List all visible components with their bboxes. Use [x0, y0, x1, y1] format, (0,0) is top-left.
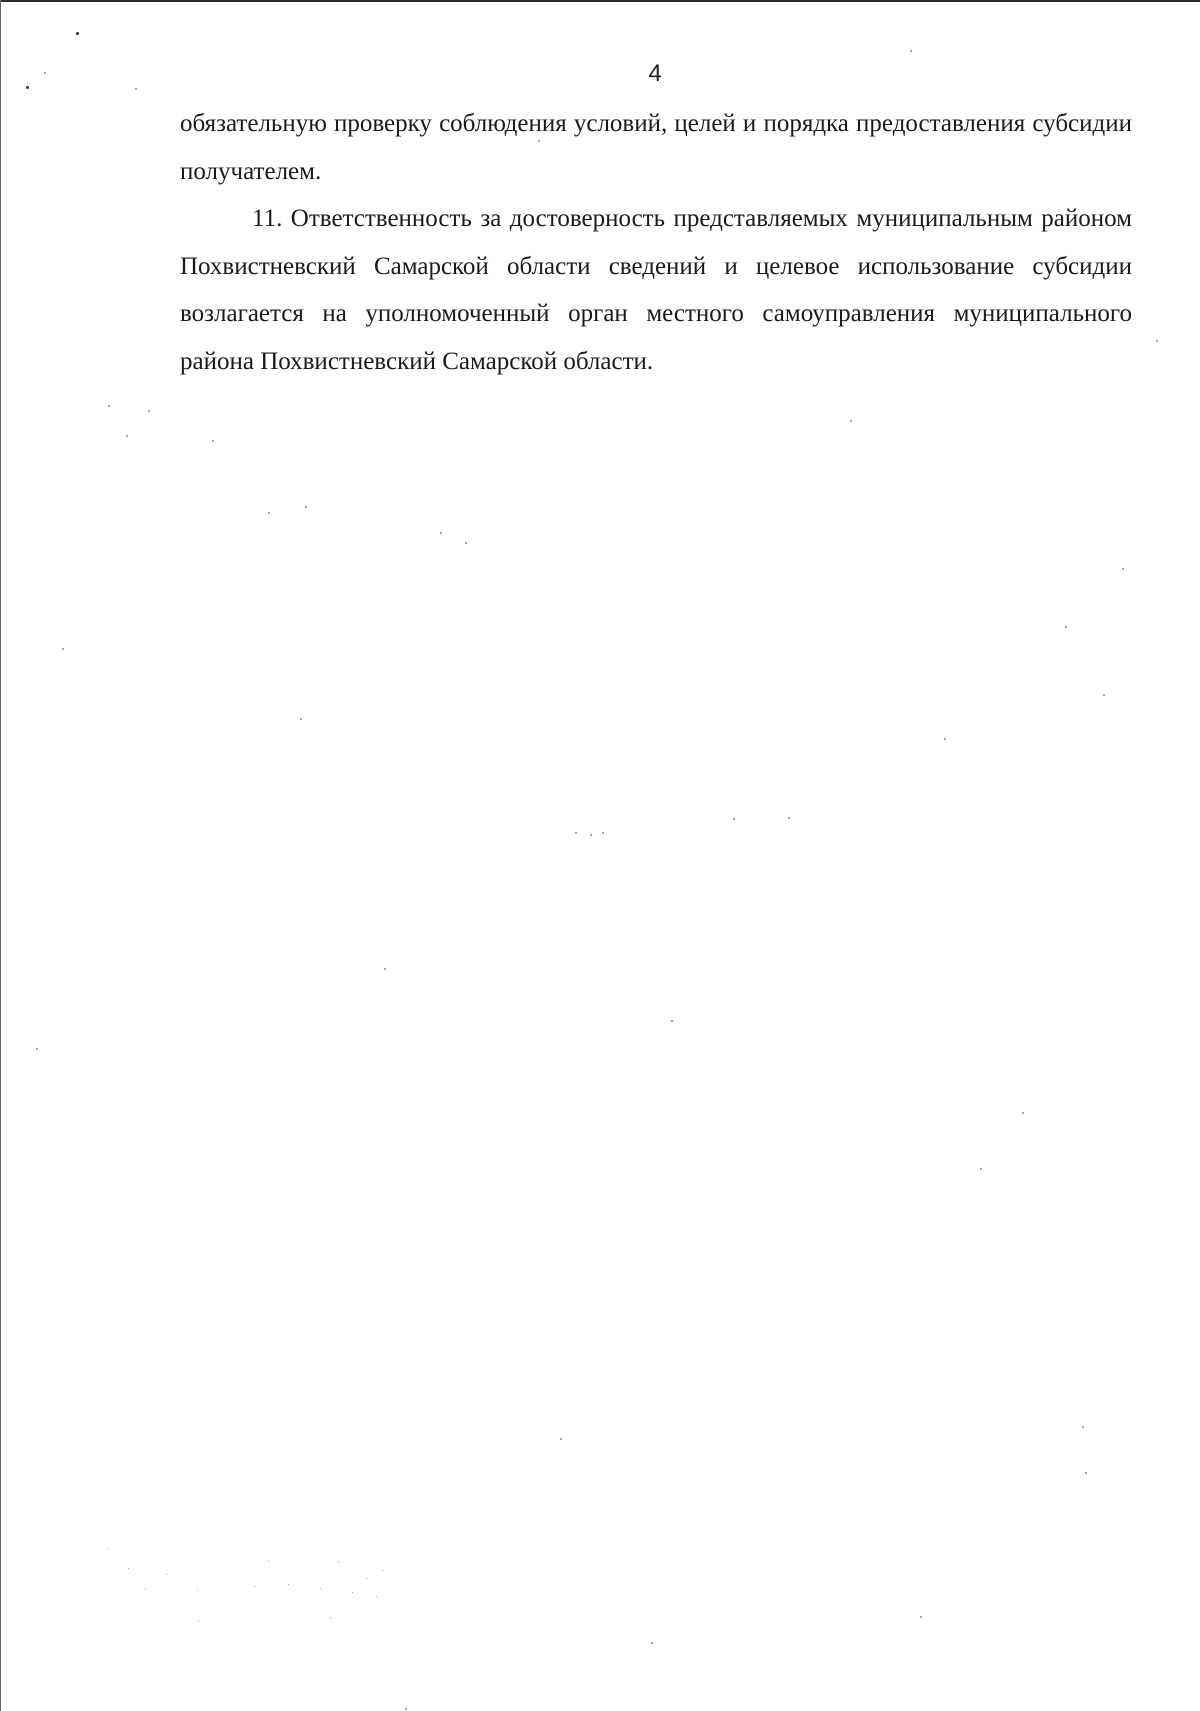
scan-speck — [288, 1584, 289, 1585]
scan-speck — [733, 818, 735, 820]
scan-speck — [212, 440, 214, 442]
scan-speck — [910, 50, 912, 52]
scan-speck — [590, 834, 592, 836]
scan-speck — [538, 140, 540, 142]
scan-speck — [197, 1590, 198, 1591]
scan-speck — [651, 1642, 653, 1644]
scan-speck — [268, 1560, 269, 1561]
paragraph-item-11: 11. Ответственность за достоверность представляемых муниципальным районом Похвистневский Самарской области сведений и целевое использование субсидии возлагается на уполномоченный орган местного самоуправления муниципального района Похвистневский Самарской области. — [180, 205, 1132, 375]
scan-speck — [1065, 626, 1067, 628]
scan-speck — [126, 435, 128, 437]
page-number: 4 — [648, 60, 662, 87]
scan-speck — [440, 532, 442, 534]
scan-speck — [268, 512, 270, 514]
scan-speck — [338, 1562, 339, 1563]
scan-speck — [788, 817, 790, 819]
scan-speck — [465, 542, 467, 544]
scan-speck — [26, 86, 29, 89]
scan-speck — [575, 832, 577, 834]
scan-speck — [366, 1578, 367, 1579]
scan-speck — [320, 1588, 321, 1589]
paragraph-continuation: обязательную проверку соблюдения условий, целей и порядка предоставления субсидии получателем. — [180, 110, 1132, 185]
scan-speck — [1022, 1112, 1024, 1114]
scan-speck — [944, 738, 946, 740]
scan-speck — [920, 1616, 922, 1618]
scan-speck — [254, 1586, 255, 1587]
page-top-edge — [0, 0, 1200, 2]
scan-speck — [352, 1592, 353, 1593]
scan-speck — [198, 1620, 199, 1621]
scan-speck — [128, 1568, 129, 1569]
scan-speck — [980, 1168, 982, 1170]
scan-speck — [376, 1596, 377, 1597]
scan-speck — [300, 718, 302, 720]
scan-speck — [405, 1708, 407, 1710]
scan-speck — [44, 72, 46, 74]
scan-speck — [1085, 1472, 1087, 1474]
scan-speck — [384, 968, 386, 970]
scan-speck — [108, 405, 110, 407]
scan-speck — [382, 1570, 383, 1571]
scan-speck — [1122, 568, 1124, 570]
scan-speck — [560, 1438, 562, 1440]
scan-speck — [62, 648, 64, 650]
scan-speck — [850, 420, 852, 422]
scan-speck — [671, 1020, 673, 1022]
scan-speck — [145, 1588, 146, 1589]
scan-speck — [108, 1548, 109, 1549]
scan-speck — [1082, 1426, 1084, 1428]
scan-speck — [330, 1618, 331, 1619]
document-body — [180, 100, 1132, 385]
scan-speck — [1103, 694, 1105, 696]
page-left-edge — [0, 0, 1, 1711]
scan-speck — [76, 32, 79, 35]
scan-speck — [602, 832, 604, 834]
scan-speck — [166, 1574, 167, 1575]
scan-speck — [36, 1048, 38, 1050]
scan-speck — [1156, 340, 1158, 342]
scan-speck — [305, 506, 307, 508]
scan-speck — [148, 410, 150, 412]
scan-speck — [135, 88, 137, 90]
